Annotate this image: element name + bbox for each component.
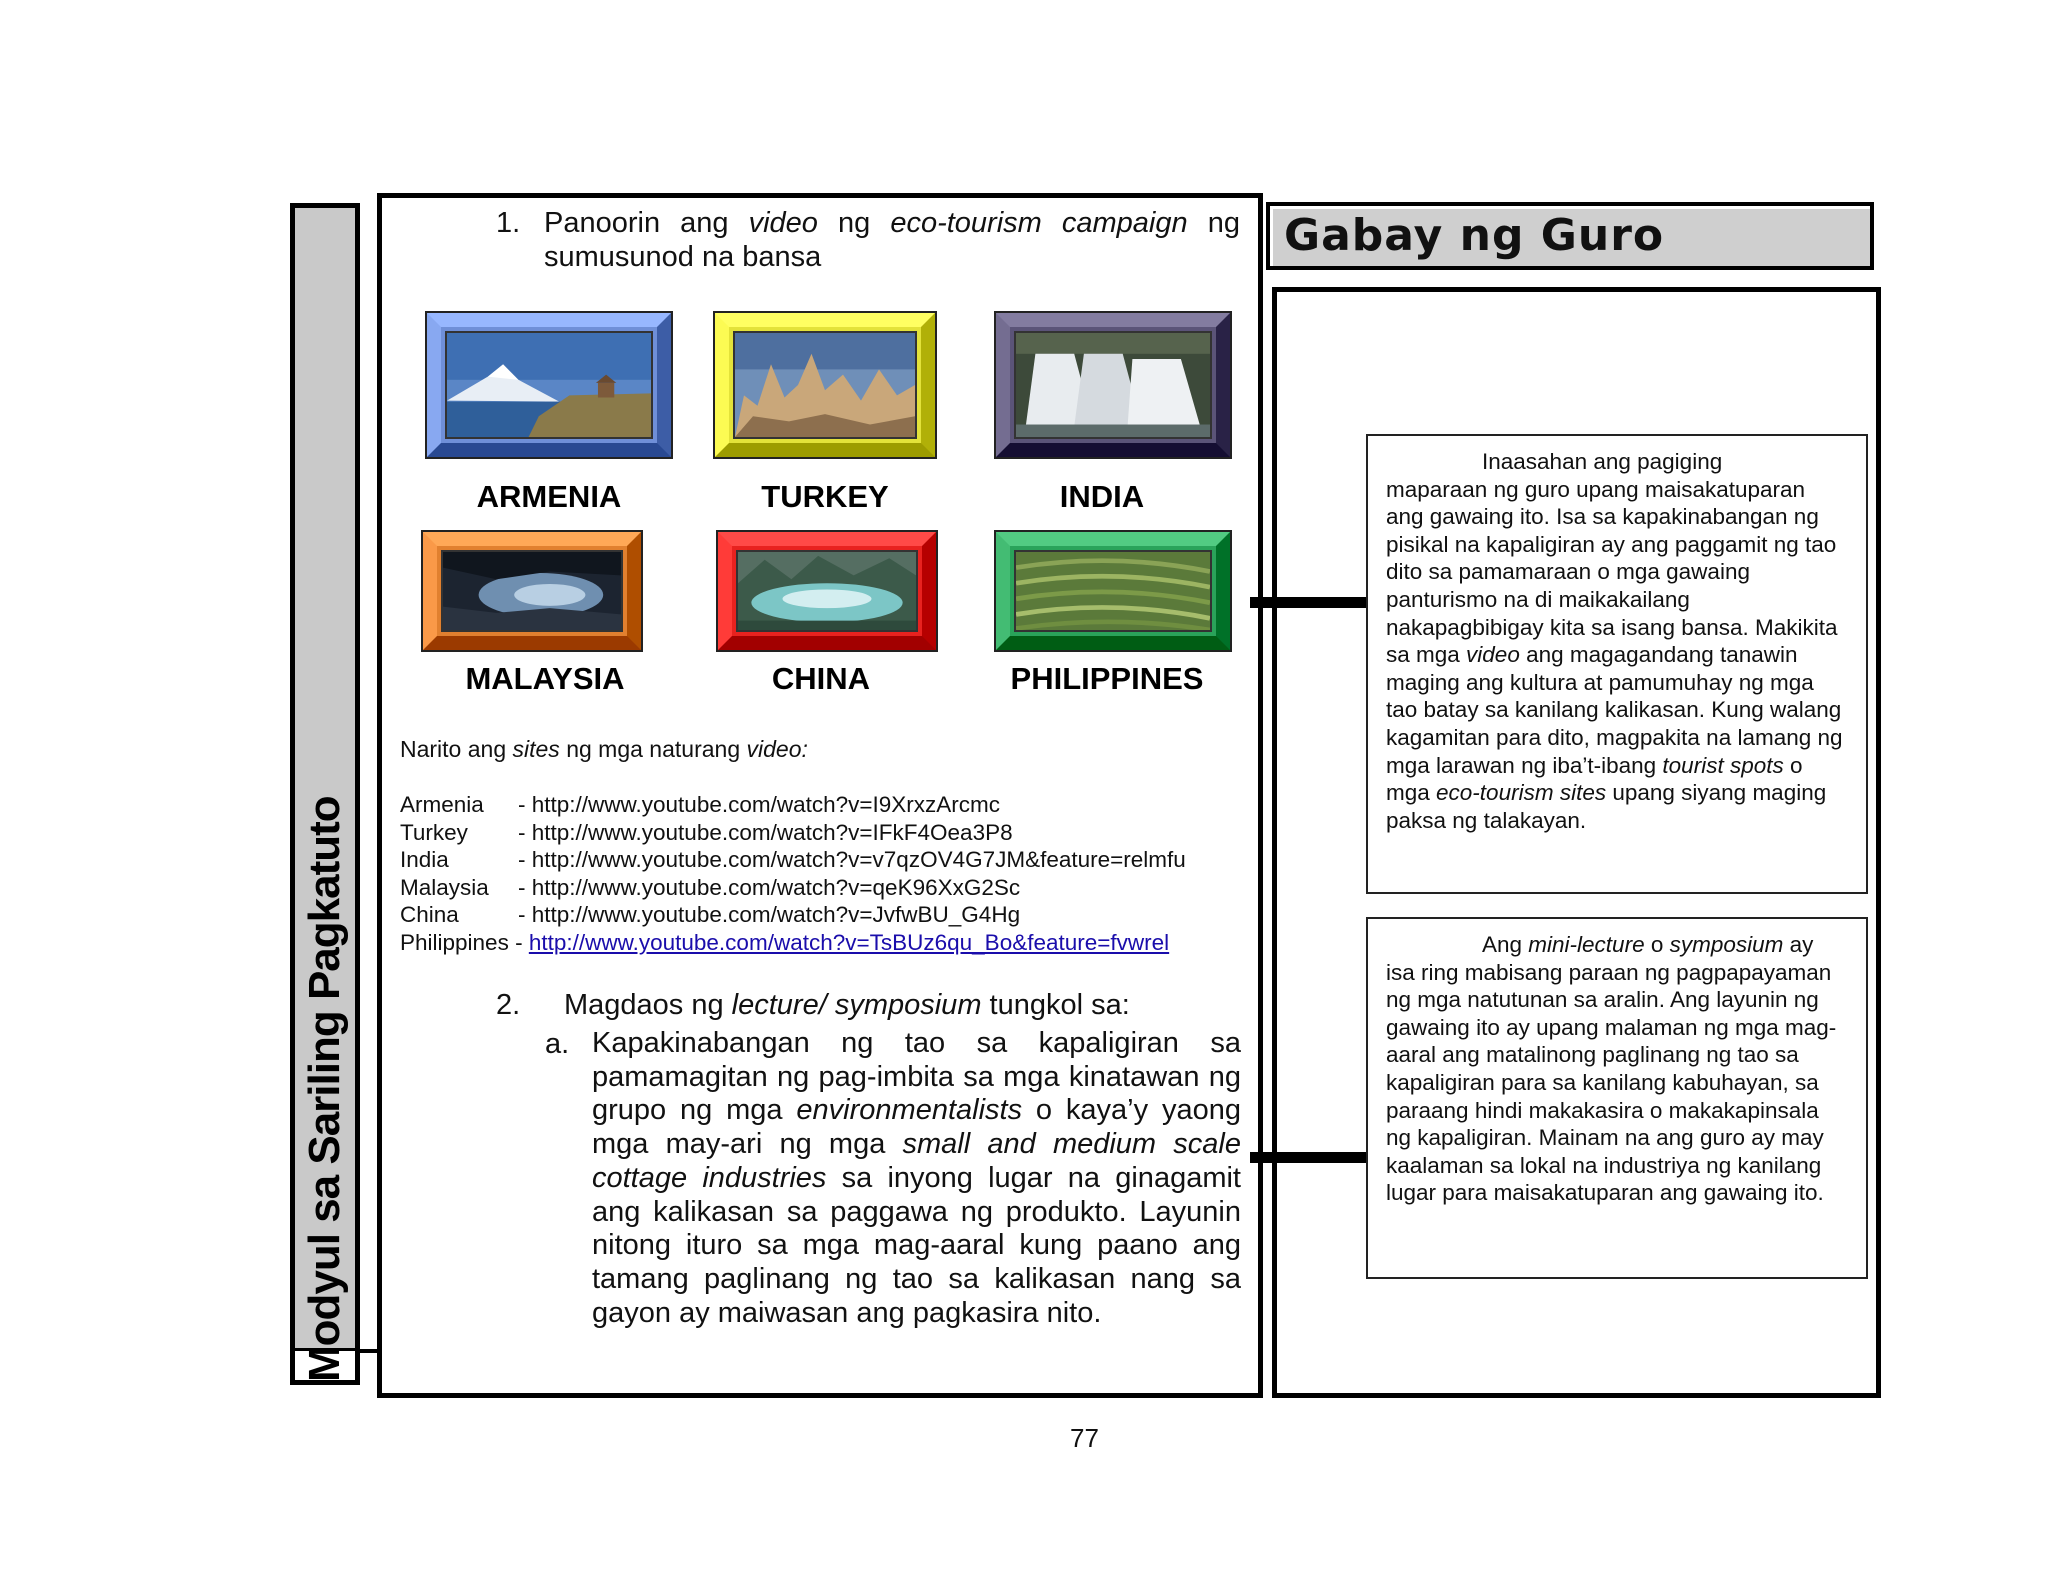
spine-label: Modyul sa Sariling Pagkatuto: [300, 796, 349, 1382]
malaysia-photo: [441, 550, 623, 632]
teacher-note-2: [1366, 917, 1868, 1279]
malaysia-picture-frame: [421, 530, 643, 652]
text: ay isa ring mabisang paraan ng pagpapayaman ng mga natutunan sa aralin. Ang layunin ng gawaing ito ay upang malaman ng mga mag-aaral ang matalinong paglinang ng tao sa kapaligiran para sa kanilang kabuhayan, sa paraang hindi makakasira o makakapinsala ng kapaligiran. Mainam na ang guro ay may kaalaman sa lokal na industriya ng kanilang lugar para maisakatuparan ang gawaing ito.: [1386, 932, 1837, 1206]
link-url: - http://www.youtube.com/watch?v=I9XrxzArcmc: [518, 792, 1001, 817]
item-1-number: 1.: [496, 207, 521, 239]
link-row-turkey: [400, 820, 1013, 846]
link-country: Turkey: [400, 820, 468, 845]
turkey-photo: [733, 331, 917, 439]
text: ng mga naturang: [559, 736, 747, 762]
link-url: - http://www.youtube.com/watch?v=IFkF4Oea3P8: [518, 820, 1013, 845]
text: eco-tourism sites: [1436, 780, 1607, 806]
turkey-picture-frame: [713, 311, 937, 459]
text: small and medium scale cottage industries: [592, 1128, 1241, 1194]
page-number: 77: [1070, 1423, 1099, 1453]
item-1-line-2: sumusunod na bansa: [544, 241, 822, 273]
item-1-line-1: [544, 206, 1240, 240]
text: tourist spots: [1662, 752, 1784, 778]
text: ang magagandang tanawin maging ang kultura at pamumuhay ng mga tao batay sa kanilang kalikasan. Kung walang kagamitan para dito, magpakita na lamang ng mga larawan ng iba’t-ibang: [1386, 642, 1843, 778]
item-2-number: 2.: [496, 989, 521, 1021]
armenia-photo: [445, 331, 653, 439]
link-row-india: [400, 847, 1186, 873]
philippines-photo: [1014, 550, 1212, 632]
philippines-picture-frame: [994, 530, 1232, 652]
link-row-china: [400, 902, 1020, 928]
china-picture-frame: [716, 530, 938, 652]
link-url: - http://www.youtube.com/watch?v=v7qzOV4G7JM&feature=relmfu: [518, 847, 1186, 872]
text: Kapakinabangan ng tao sa kapaligiran sa pamamagitan ng pag-imbita sa mga kinatawan ng grupo ng mga: [592, 1027, 1241, 1127]
philippines-video-link[interactable]: http://www.youtube.com/watch?v=TsBUz6qu_Bo&feature=fvwrel: [528, 930, 1170, 955]
word: video: [748, 207, 818, 239]
word: eco-tourism: [890, 207, 1042, 239]
teacher-note-1: [1366, 434, 1868, 894]
note-1-first-line: Inaasahan ang pagiging: [1482, 449, 1723, 474]
link-country: China: [400, 902, 459, 927]
link-row-philippines: [400, 930, 1169, 956]
text: Narito ang: [400, 736, 513, 762]
link-country: India: [400, 847, 449, 872]
text: symposium: [1669, 932, 1784, 957]
word: ng: [1207, 207, 1240, 239]
connector-line-1: [1250, 597, 1368, 608]
country-label-india: INDIA: [1059, 479, 1145, 514]
country-label-malaysia: MALAYSIA: [465, 661, 625, 696]
link-country: Armenia: [400, 792, 484, 817]
teacher-guide-header: [1266, 202, 1874, 270]
word: ang: [680, 207, 729, 239]
text: maparaan ng guro upang maisakatuparan ang gawaing ito. Isa sa kapakinabangan ng pisikal na kapaligiran ay ang paggamit ng tao dito sa pamamaraan o mga gawaing panturismo na di maikakailang nakapagbibigay kita sa isang bansa. Makikita sa mga: [1386, 476, 1838, 668]
text: o: [1644, 932, 1670, 957]
india-picture-frame: [994, 311, 1232, 459]
word: Panoorin: [544, 207, 661, 239]
link-url: - http://www.youtube.com/watch?v=qeK96XxG2Sc: [518, 875, 1021, 900]
armenia-picture-frame: [425, 311, 673, 459]
text: tungkol sa:: [981, 989, 1130, 1021]
item-1: [496, 206, 1240, 274]
word: ng: [838, 207, 871, 239]
item-2: [496, 988, 1130, 1022]
country-label-china: CHINA: [771, 661, 871, 696]
text: mini-lecture: [1528, 932, 1645, 957]
spine-tick: [358, 1349, 378, 1353]
note-2-body: [1386, 931, 1848, 1207]
china-photo: [736, 550, 918, 632]
link-row-malaysia: [400, 875, 1020, 901]
text: Magdaos ng: [564, 989, 732, 1021]
india-photo: [1014, 331, 1212, 439]
word: campaign: [1061, 207, 1188, 239]
item-2a-letter: a.: [545, 1028, 570, 1060]
link-country: Philippines: [400, 930, 509, 955]
connector-line-2: [1250, 1152, 1368, 1163]
text: lecture/ symposium: [731, 989, 982, 1021]
link-row-armenia: [400, 792, 1000, 818]
item-2a: [545, 1027, 1241, 1330]
country-label-philippines: PHILIPPINES: [1010, 661, 1204, 696]
text: environmentalists: [796, 1094, 1023, 1127]
text: video:: [746, 736, 808, 762]
text: sa inyong lugar na ginagamit ang kalikasan sa paggawa ng produkto. Layunin nitong ituro sa mga mag-aaral kung paano ang tamang paglinang ng tao sa kalikasan nang sa gayon ay maiwasan ang pagkasira nito.: [592, 1161, 1241, 1329]
text: o kaya’y yaong mga may-ari ng mga: [592, 1094, 1241, 1161]
text: o mga: [1386, 752, 1803, 806]
link-country: Malaysia: [400, 875, 489, 900]
link-url: - http://www.youtube.com/watch?v=JvfwBU_G4Hg: [518, 902, 1021, 927]
item-2a-body: [592, 1027, 1241, 1330]
link-prefix: -: [508, 930, 529, 955]
country-label-armenia: ARMENIA: [476, 479, 622, 514]
teacher-guide-title: Gabay ng Guro: [1284, 210, 1665, 261]
text: video: [1466, 642, 1520, 668]
country-label-turkey: TURKEY: [761, 479, 889, 514]
text: Ang: [1482, 932, 1529, 957]
text: sites: [512, 736, 560, 762]
sites-intro: [400, 736, 808, 763]
note-1-body: [1386, 476, 1848, 835]
text: upang siyang maging paksa ng talakayan.: [1386, 780, 1827, 833]
